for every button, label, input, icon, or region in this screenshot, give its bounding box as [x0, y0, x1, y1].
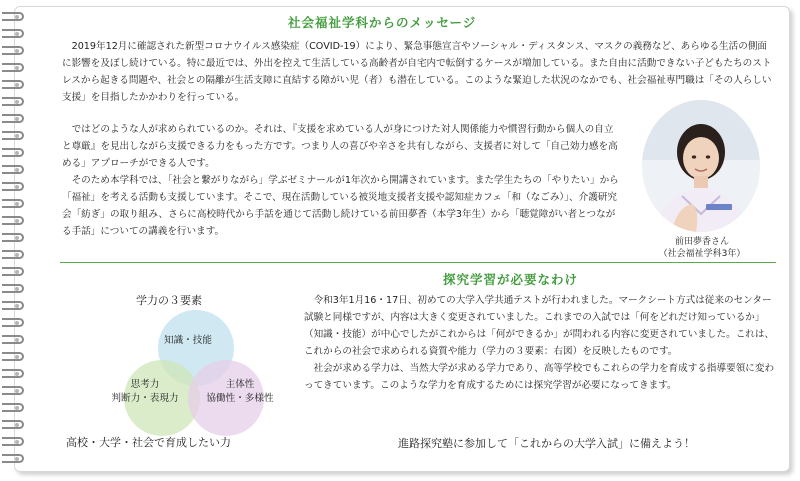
- binding-ring: [2, 301, 24, 310]
- message-paragraph-1: [62, 38, 774, 106]
- venn-bottom-caption: 高校・大学・社会で育成したい力: [66, 436, 231, 449]
- venn-label-left-1: 思考力: [130, 379, 160, 390]
- binding-ring: [2, 46, 24, 55]
- binding-ring: [2, 199, 24, 208]
- venn-title: 学力の３要素: [136, 294, 202, 307]
- binding-ring: [2, 250, 24, 259]
- binding-ring: [2, 131, 24, 140]
- binding-ring: [2, 437, 24, 446]
- binding-ring: [2, 97, 24, 106]
- venn-label-top: 知識・技能: [164, 335, 212, 346]
- binding-ring: [2, 233, 24, 242]
- venn-circles: [108, 308, 278, 436]
- student-photo: [642, 100, 760, 232]
- message-title: 社会福祉学科からのメッセージ: [288, 15, 477, 30]
- binding-ring: [2, 267, 24, 276]
- person-affiliation: （社会福祉学科3年）: [658, 249, 746, 259]
- photo-caption: [640, 236, 764, 260]
- venn-label-right-1: 主体性: [225, 379, 255, 390]
- binding-ring: [2, 29, 24, 38]
- message-paragraphs: [62, 121, 622, 240]
- binding-ring: [2, 352, 24, 361]
- spiral-binding: [2, 12, 28, 472]
- binding-ring: [2, 216, 24, 225]
- inquiry-para1-text: 令和3年1月16・17日、初めての大学入学共通テストが行われました。マークシート方式は従来のセンター試験と同様ですが、内容は大きく変更されていました。これまでの入試では「何をどれだけ知っているか」（知識・技能）が中心でしたがこれからは「何ができるか」が問われる内容に変更されていました。これは、これからの社会で求められる資質や能力（学力の３要素：右図）を反映したものです。: [304, 295, 775, 357]
- binding-ring: [2, 284, 24, 293]
- venn-label-left-2: 判断力・表現力: [111, 393, 179, 404]
- binding-ring: [2, 318, 24, 327]
- message-para3-text: そのため本学科では、「社会と繋がりながら」学ぶゼミナールが1年次から開講されています。また学生たちの「やりたい」から「福祉」を考える活動も支援しています。そこで、現在活動している被災地支援者支援や認知症カフェ「和（なごみ）」、介護研究会「紡ぎ」の取り組み、さらに高校時代から手話を通じて活動し続けている前田夢香（本学3年生）から「聴覚障がい者とつながる手話」についての講義を行います。: [62, 175, 619, 237]
- inquiry-paragraphs: [304, 292, 776, 394]
- venn-label-right: [204, 378, 276, 406]
- binding-ring: [2, 12, 24, 21]
- venn-diagram: [108, 308, 278, 436]
- venn-label-right-2: 協働性・多様性: [206, 393, 274, 404]
- binding-ring: [2, 63, 24, 72]
- binding-ring: [2, 420, 24, 429]
- binding-ring: [2, 335, 24, 344]
- message-para1-text: 2019年12月に確認された新型コロナウイルス感染症（COVID-19）により、緊急事態宣言やソーシャル・ディスタンス、マスクの義務など、あらゆる生活の側面に影響を及ぼし続けている。特に最近では、外出を控えて生活している高齢者が自宅内で転倒するケースが増加している。また自由に活動できない子どもたちのストレスから起きる問題や、社会との隔離が生活支障に直結する障がい児（者）も潜在している。このような緊迫した状況のなかでも、社会福祉専門職は「その人らしい支援」を目指したかかわりを行っている。: [62, 41, 772, 103]
- inquiry-title: 探究学習が必要なわけ: [443, 272, 579, 287]
- binding-ring: [2, 80, 24, 89]
- binding-ring: [2, 114, 24, 123]
- binding-ring: [2, 403, 24, 412]
- closing-line: 進路探究塾に参加して「これからの大学入試」に備えよう！: [398, 437, 695, 450]
- section-divider: [60, 262, 776, 263]
- binding-ring: [2, 386, 24, 395]
- binding-ring: [2, 165, 24, 174]
- inquiry-para2-text: 社会が求める学力は、当然大学が求める学力であり、高等学校でもこれらの学力を育成する指導要領に変わってきています。このような学力を育成するためには探究学習が必要になってきます。: [304, 363, 775, 391]
- binding-ring: [2, 369, 24, 378]
- message-para2-text: ではどのような人が求められているのか。それは、『支援を求めている人が身につけた対人関係能力や慣習行動から個人の自立と尊厳』を見出しながら支援できる力をもった方です。つまり人の喜びや辛さを共有しながら、支援者に対して「自己効力感を高める」アプローチができる人です。: [62, 124, 618, 169]
- binding-ring: [2, 148, 24, 157]
- person-name: 前田夢香さん: [674, 237, 729, 247]
- binding-ring: [2, 182, 24, 191]
- binding-ring: [2, 454, 24, 463]
- venn-label-left: [110, 378, 180, 406]
- student-portrait-icon: [642, 100, 760, 232]
